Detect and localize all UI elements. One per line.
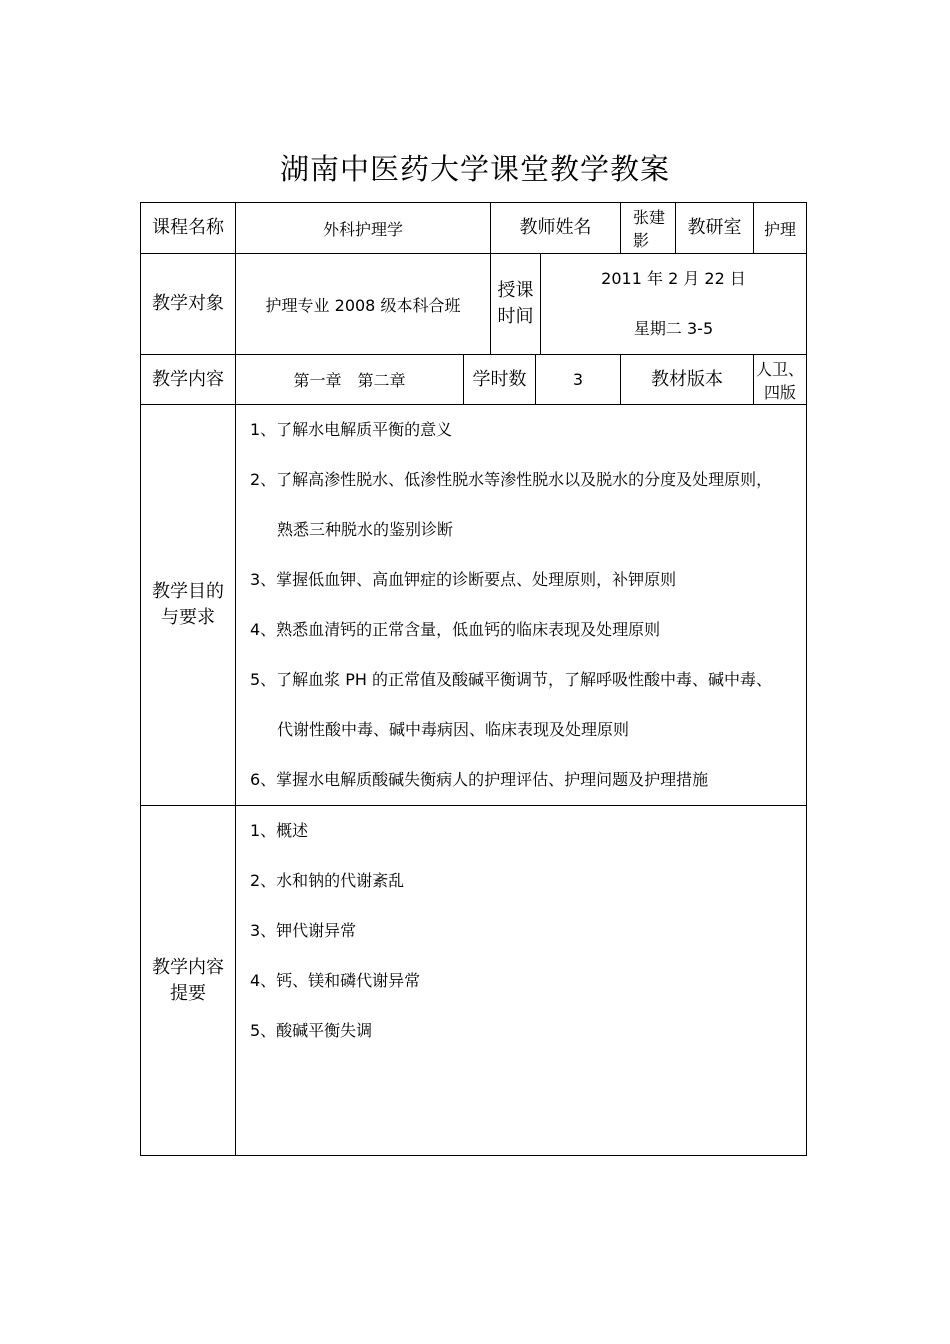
row-target bbox=[141, 254, 807, 355]
row-goals bbox=[141, 405, 807, 806]
course-label: 课程名称 bbox=[141, 203, 236, 254]
time-value bbox=[541, 254, 807, 355]
content-value: 第一章 第二章 bbox=[236, 355, 464, 405]
goals-label-line2: 与要求 bbox=[161, 607, 215, 628]
time-date: 2011 年 2 月 22 日 bbox=[601, 269, 746, 288]
goals-label bbox=[141, 405, 236, 806]
outline-item: 1、概述 bbox=[250, 821, 309, 840]
time-label: 授课时间 bbox=[491, 254, 541, 355]
outline-item: 2、水和钠的代谢紊乱 bbox=[250, 871, 405, 890]
outline-list bbox=[236, 806, 807, 1156]
course-value: 外科护理学 bbox=[236, 203, 491, 254]
outline-item: 4、钙、镁和磷代谢异常 bbox=[250, 971, 421, 990]
dept-value: 护理 bbox=[754, 203, 807, 254]
edition-value: 人卫、四版 bbox=[754, 355, 807, 405]
target-label: 教学对象 bbox=[141, 254, 236, 355]
row-course bbox=[141, 203, 807, 254]
outline-item: 5、酸碱平衡失调 bbox=[250, 1021, 373, 1040]
lesson-plan-table bbox=[140, 202, 807, 1156]
goal-item: 6、掌握水电解质酸碱失衡病人的护理评估、护理问题及护理措施 bbox=[250, 770, 709, 789]
content-label: 教学内容 bbox=[141, 355, 236, 405]
row-outline bbox=[141, 806, 807, 1156]
outline-label bbox=[141, 806, 236, 1156]
hours-label: 学时数 bbox=[464, 355, 536, 405]
goal-item: 1、了解水电解质平衡的意义 bbox=[250, 420, 453, 439]
goals-list bbox=[236, 405, 807, 806]
goal-item: 4、熟悉血清钙的正常含量，低血钙的临床表现及处理原则 bbox=[250, 620, 661, 639]
row-content bbox=[141, 355, 807, 405]
goal-item: 5、了解血浆 PH 的正常值及酸碱平衡调节，了解呼吸性酸中毒、碱中毒、 代谢性酸中毒、碱中毒病因、临床表现及处理原则 bbox=[250, 670, 773, 739]
dept-label: 教研室 bbox=[676, 203, 754, 254]
teacher-value: 张建影 bbox=[621, 203, 676, 254]
outline-label-line1: 教学内容 bbox=[152, 956, 224, 978]
outline-item: 3、钾代谢异常 bbox=[250, 921, 357, 940]
outline-label-line2: 提要 bbox=[170, 982, 206, 1004]
edition-label: 教材版本 bbox=[621, 355, 754, 405]
goal-item: 3、掌握低血钾、高血钾症的诊断要点、处理原则，补钾原则 bbox=[250, 570, 677, 589]
page-title: 湖南中医药大学课堂教学教案 bbox=[279, 152, 670, 186]
goals-label-line1: 教学目的 bbox=[152, 581, 224, 602]
hours-value: 3 bbox=[536, 355, 621, 405]
teacher-label: 教师姓名 bbox=[491, 203, 621, 254]
time-session: 星期二 3-5 bbox=[633, 319, 714, 338]
goal-item: 2、了解高渗性脱水、低渗性脱水等渗性脱水以及脱水的分度及处理原则， 熟悉三种脱水的鉴别诊断 bbox=[250, 470, 773, 539]
target-value: 护理专业 2008 级本科合班 bbox=[236, 254, 491, 355]
